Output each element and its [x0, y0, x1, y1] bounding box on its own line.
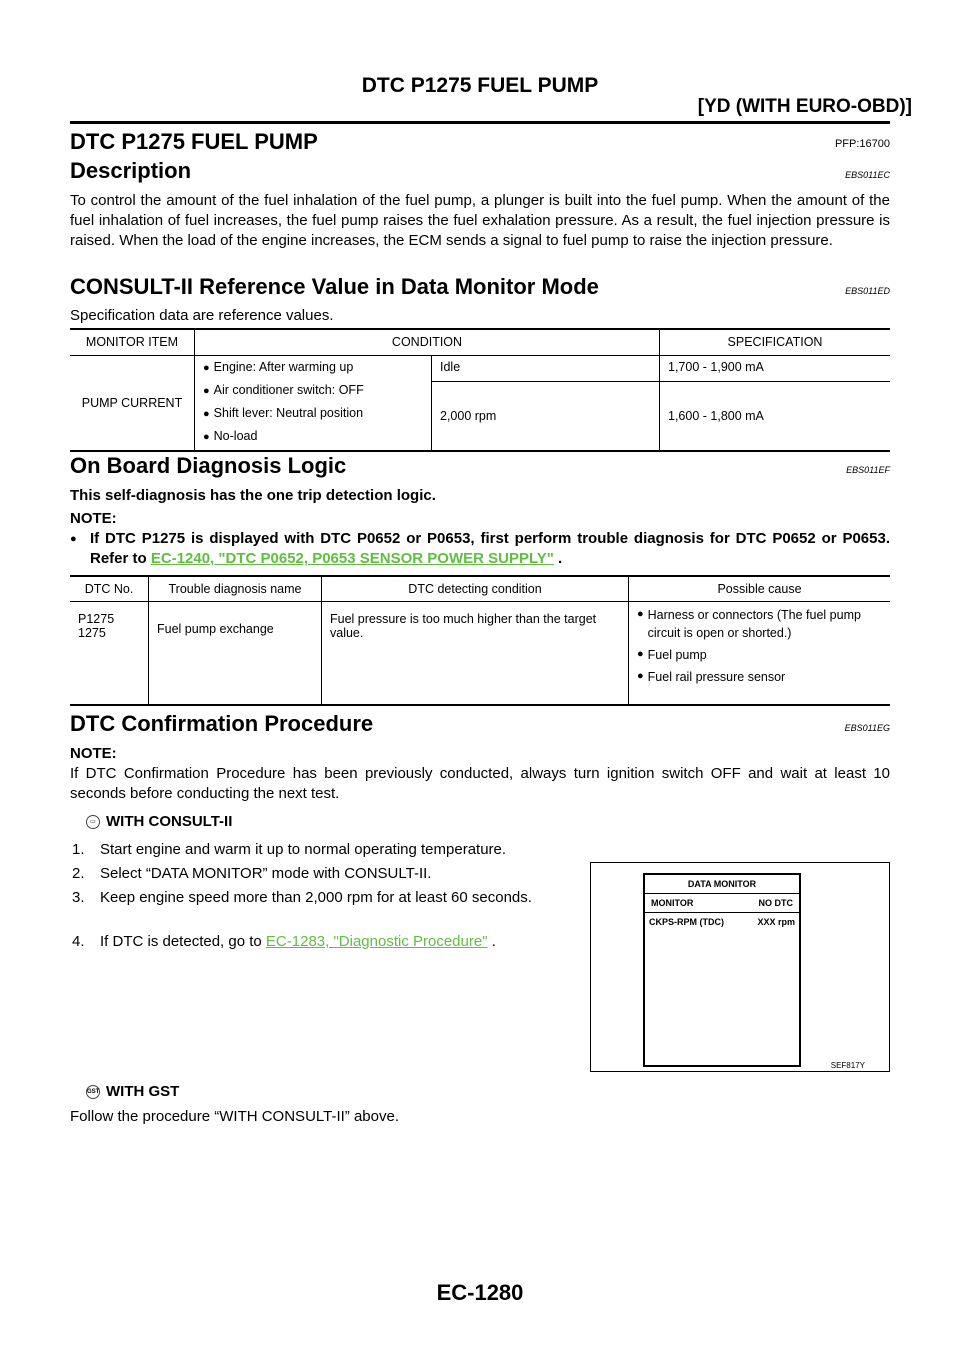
cause-item: ● Harness or connectors (The fuel pump circuit is open or shorted.) — [637, 607, 861, 640]
th-condition: CONDITION — [195, 329, 660, 355]
confirm-heading — [70, 711, 890, 737]
td-dtc-no: P1275 1275 — [70, 601, 149, 705]
gst-text: Follow the procedure “WITH CONSULT-II” above. — [70, 1108, 399, 1125]
td-possible-cause — [629, 601, 891, 705]
main-title-row — [70, 129, 890, 155]
consult-code: EBS011ED — [845, 286, 890, 296]
bullet-icon: ● — [637, 647, 644, 660]
bullet-icon: ● — [203, 430, 210, 443]
bullet-icon: ● — [70, 533, 77, 545]
consult-table — [70, 328, 890, 452]
th-trouble-name: Trouble diagnosis name — [149, 576, 322, 601]
confirm-note-text: If DTC Confirmation Procedure has been previously conducted, always turn ignition switch OFF and wait at least 10 seconds before conducting the next test. — [70, 765, 890, 802]
figure-code: SEF817Y — [830, 1061, 865, 1070]
td-trouble-name: Fuel pump exchange — [149, 601, 322, 705]
step-3: 3. Keep engine speed more than 2,000 rpm for at least 60 seconds. — [72, 889, 532, 906]
with-consult-label: WITH CONSULT-II — [106, 813, 233, 830]
confirm-note-label: NOTE: — [70, 745, 117, 762]
condition-item: ● Air conditioner switch: OFF — [203, 383, 423, 400]
condition-item: ● Engine: After warming up — [203, 360, 423, 377]
description-text: To control the amount of the fuel inhalation of the fuel pump, a plunger is built into the fuel pump. When the amount of the fuel inhalation of fuel increases, the fuel pump raises the fuel exhalation pressure. As a result, the fuel injection pressure is raised. When the load of the engine increases, the ECM sends a signal to fuel pump to raise the injection pressure. — [70, 192, 890, 249]
bullet-icon: ● — [203, 384, 210, 397]
cause-item: ● Fuel pump — [637, 647, 707, 662]
td-cond-idle: Idle — [432, 355, 660, 381]
page-number: EC-1280 — [436, 1280, 524, 1305]
td-spec-idle: 1,700 - 1,900 mA — [660, 355, 891, 381]
obd-logic: This self-diagnosis has the one trip detection logic. — [70, 487, 436, 504]
page-header-subtitle: [YD (WITH EURO-OBD)] — [697, 96, 912, 117]
bullet-icon: ● — [203, 407, 210, 420]
condition-item: ● Shift lever: Neutral position — [203, 406, 423, 423]
th-specification: SPECIFICATION — [660, 329, 891, 355]
header-rule — [70, 121, 890, 124]
figure-title: DATA MONITOR — [645, 875, 799, 894]
consult-tool-icon: ▭ — [86, 815, 100, 829]
bullet-icon: ● — [203, 361, 210, 374]
bullet-icon: ● — [637, 607, 644, 620]
td-cond-2000: 2,000 rpm — [432, 381, 660, 450]
th-detecting-condition: DTC detecting condition — [322, 576, 629, 601]
figure-data-row: CKPS-RPM (TDC) XXX rpm — [649, 917, 795, 927]
td-detecting-condition: Fuel pressure is too much higher than the target value. — [322, 601, 629, 705]
step-4: 4. If DTC is detected, go to EC-1283, "Diagnostic Procedure" . — [72, 933, 496, 950]
page-header-title: DTC P1275 FUEL PUMP — [361, 74, 599, 97]
description-code: EBS011EC — [845, 170, 890, 180]
link-ec-1283[interactable]: EC-1283, "Diagnostic Procedure" — [265, 933, 488, 950]
th-possible-cause: Possible cause — [629, 576, 891, 601]
link-ec-1240[interactable]: EC-1240, "DTC P0652, P0653 SENSOR POWER SUPPLY" — [150, 550, 554, 567]
step-1: 1. Start engine and warm it up to normal operating temperature. — [72, 841, 507, 858]
obd-note-text: If DTC P1275 is displayed with DTC P0652 or P0653, first perform trouble diagnosis for DTC P0652 or P0653. Refer to — [90, 530, 890, 567]
gst-tool-icon: GST — [86, 1085, 100, 1099]
monitor-screen — [643, 873, 801, 1067]
obd-title: On Board Diagnosis Logic — [70, 453, 347, 478]
consult-heading — [70, 274, 890, 300]
description-heading — [70, 158, 890, 184]
bullet-icon: ● — [637, 669, 644, 682]
cause-item: ● Fuel rail pressure sensor — [637, 669, 786, 684]
confirm-code: EBS011EG — [844, 723, 890, 733]
with-gst-label-row — [86, 1083, 179, 1100]
td-pump-current: PUMP CURRENT — [70, 355, 195, 451]
main-title: DTC P1275 FUEL PUMP — [70, 129, 318, 154]
th-monitor-item: MONITOR ITEM — [70, 329, 195, 355]
obd-code: EBS011EF — [846, 465, 890, 475]
obd-table — [70, 575, 890, 706]
figure-col-row: MONITOR NO DTC — [645, 894, 799, 913]
consult-title: CONSULT-II Reference Value in Data Monitor Mode — [70, 274, 599, 299]
td-conditions — [195, 355, 432, 451]
condition-item: ● No-load — [203, 429, 423, 446]
description-title: Description — [70, 158, 192, 183]
main-pfp: PFP:16700 — [834, 138, 890, 150]
with-consult-label-row — [86, 813, 232, 830]
with-gst-label: WITH GST — [106, 1083, 180, 1100]
data-monitor-figure — [590, 862, 890, 1072]
obd-heading — [70, 453, 890, 479]
obd-note-label: NOTE: — [70, 510, 117, 527]
th-dtc-no: DTC No. — [70, 576, 149, 601]
consult-intro: Specification data are reference values. — [70, 307, 334, 324]
td-spec-2000: 1,600 - 1,800 mA — [668, 408, 764, 423]
obd-note: ● If DTC P1275 is displayed with DTC P0652 or P0653, first perform trouble diagnosis for DTC P0652 or P0653. Refer to EC-1240, "DTC P0652, P0653 SENSOR POWER SUPPLY" . — [70, 530, 890, 567]
confirm-title: DTC Confirmation Procedure — [70, 711, 374, 736]
step-2: 2. Select “DATA MONITOR” mode with CONSULT-II. — [72, 865, 432, 882]
